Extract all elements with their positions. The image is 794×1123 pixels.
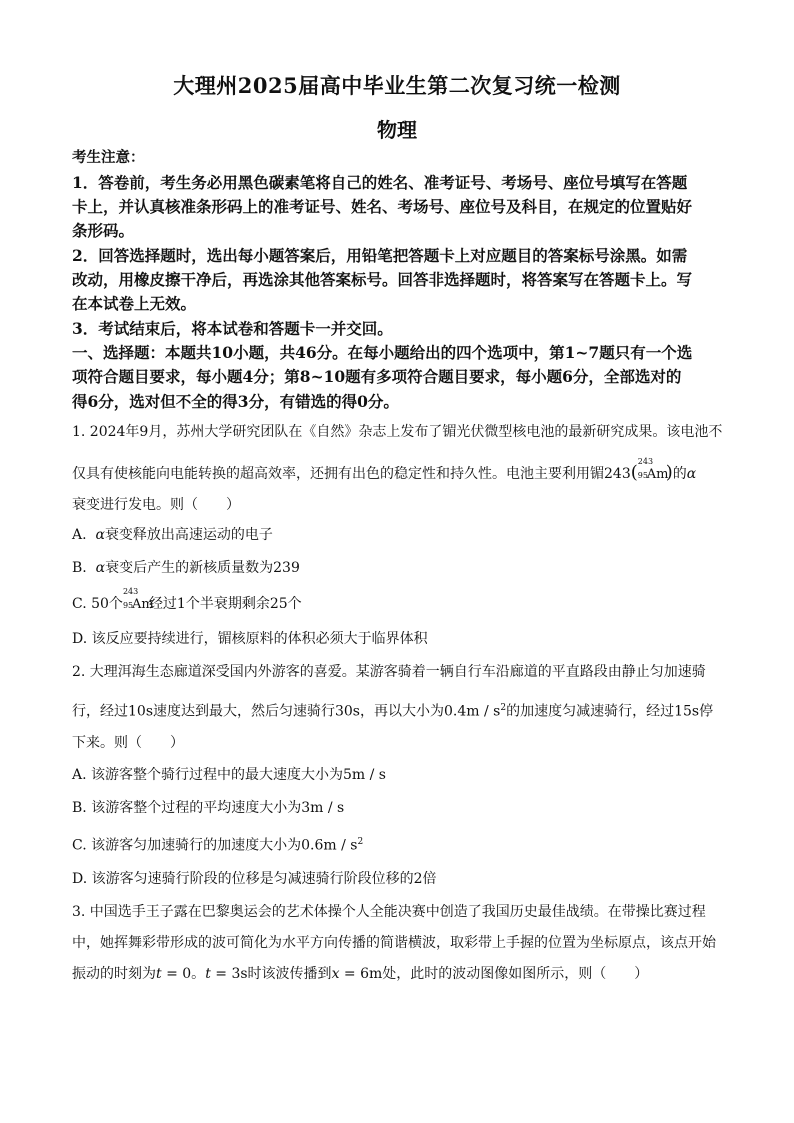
question-1-text: 1. 2024年9月，苏州大学研究团队在《自然》杂志上发布了镅光伏微型核电池的最新研究成果。该电池不	[72, 424, 723, 440]
americium-nuclide: 243 95 Am	[122, 587, 154, 612]
notice-heading: 考生注意：	[72, 149, 145, 166]
section-instructions: 项符合题目要求，每小题4分；第8~10题有多项符合题目要求，每小题6分，全部选对的	[72, 367, 682, 386]
question-2-text: 2. 大理洱海生态廊道深受国内外游客的喜爱。某游客骑着一辆自行车沿廊道的平直路段由静止匀加速骑	[72, 664, 706, 680]
question-2-prompt: 下来。则（ ）	[72, 735, 184, 751]
question-2-option-c: C. 该游客匀加速骑行的加速度大小为$0.6m / s^2$	[72, 837, 364, 854]
notice-line: 在本试卷上无效。	[72, 294, 197, 313]
section-instructions: 一、选择题：本题共10小题，共46分。在每小题给出的四个选项中，第1~7题只有一个选	[72, 343, 693, 362]
question-3-text: 3. 中国选手王子露在巴黎奥运会的艺术体操个人全能决赛中创造了我国历史最佳战绩。在带操比赛过程	[72, 904, 706, 920]
notice-line: 条形码。	[72, 221, 135, 240]
question-2-option-a: A. 该游客整个骑行过程中的最大速度大小为5m / s	[72, 767, 386, 783]
notice-line: 卡上，并认真核准条形码上的准考证号、姓名、考场号、座位号及科目，在规定的位置贴好	[72, 197, 693, 216]
section-instructions: 得6分，选对但不全的得3分，有错选的得0分。	[72, 392, 399, 411]
question-2-option-d: D. 该游客匀速骑行阶段的位移是匀减速骑行阶段位移的2倍	[72, 871, 437, 887]
notice-line: 2．回答选择题时，选出每小题答案后，用铅笔把答题卡上对应题目的答案标号涂黑。如需	[72, 246, 688, 265]
notice-line: 1．答卷前，考生务必用黑色碳素笔将自己的姓名、准考证号、考场号、座位号填写在答题	[72, 173, 688, 192]
question-3-text: 中，她挥舞彩带形成的波可简化为水平方向传播的简谐横波，取彩带上手握的位置为坐标原点，该点开始	[72, 935, 716, 951]
subject-title: 物理	[377, 118, 417, 142]
question-1-prompt: 衰变进行发电。则（ ）	[72, 497, 240, 513]
question-1-option-c: C. 50个 243 95 Am 经过1个半衰期剩余25个	[72, 587, 302, 612]
americium-nuclide: 243 95 Am	[637, 457, 669, 482]
question-3-text: 振动的时刻为t = 0。t = 3s时该波传播到x = 6m处，此时的波动图像如图所示，则（ ）	[72, 966, 649, 982]
question-2-option-b: B. 该游客整个过程的平均速度大小为3m / s	[72, 800, 345, 816]
notice-line: 改动，用橡皮擦干净后，再选涂其他答案标号。回答非选择题时，将答案写在答题卡上。写	[72, 270, 693, 289]
notice-line: 3．考试结束后，将本试卷和答题卡一并交回。	[72, 319, 393, 338]
question-1-option-d: D. 该反应要持续进行，镅核原料的体积必须大于临界体积	[72, 631, 428, 647]
question-1-option-b: B. α衰变后产生的新核质量数为239	[72, 560, 300, 576]
question-2-text: 行，经过10s速度达到最大，然后匀速骑行30s，再以大小为$0.4m / s^2$的加速度匀减速骑行，经过15s停	[72, 703, 714, 720]
question-1-option-a: A. α衰变释放出高速运动的电子	[72, 527, 273, 543]
exam-title: 大理州2025届高中毕业生第二次复习统一检测	[173, 73, 621, 98]
question-1-text: 仅具有使核能向电能转换的超高效率，还拥有出色的稳定性和持久性。电池主要利用镅243( 243 95 Am )的α	[72, 457, 697, 483]
